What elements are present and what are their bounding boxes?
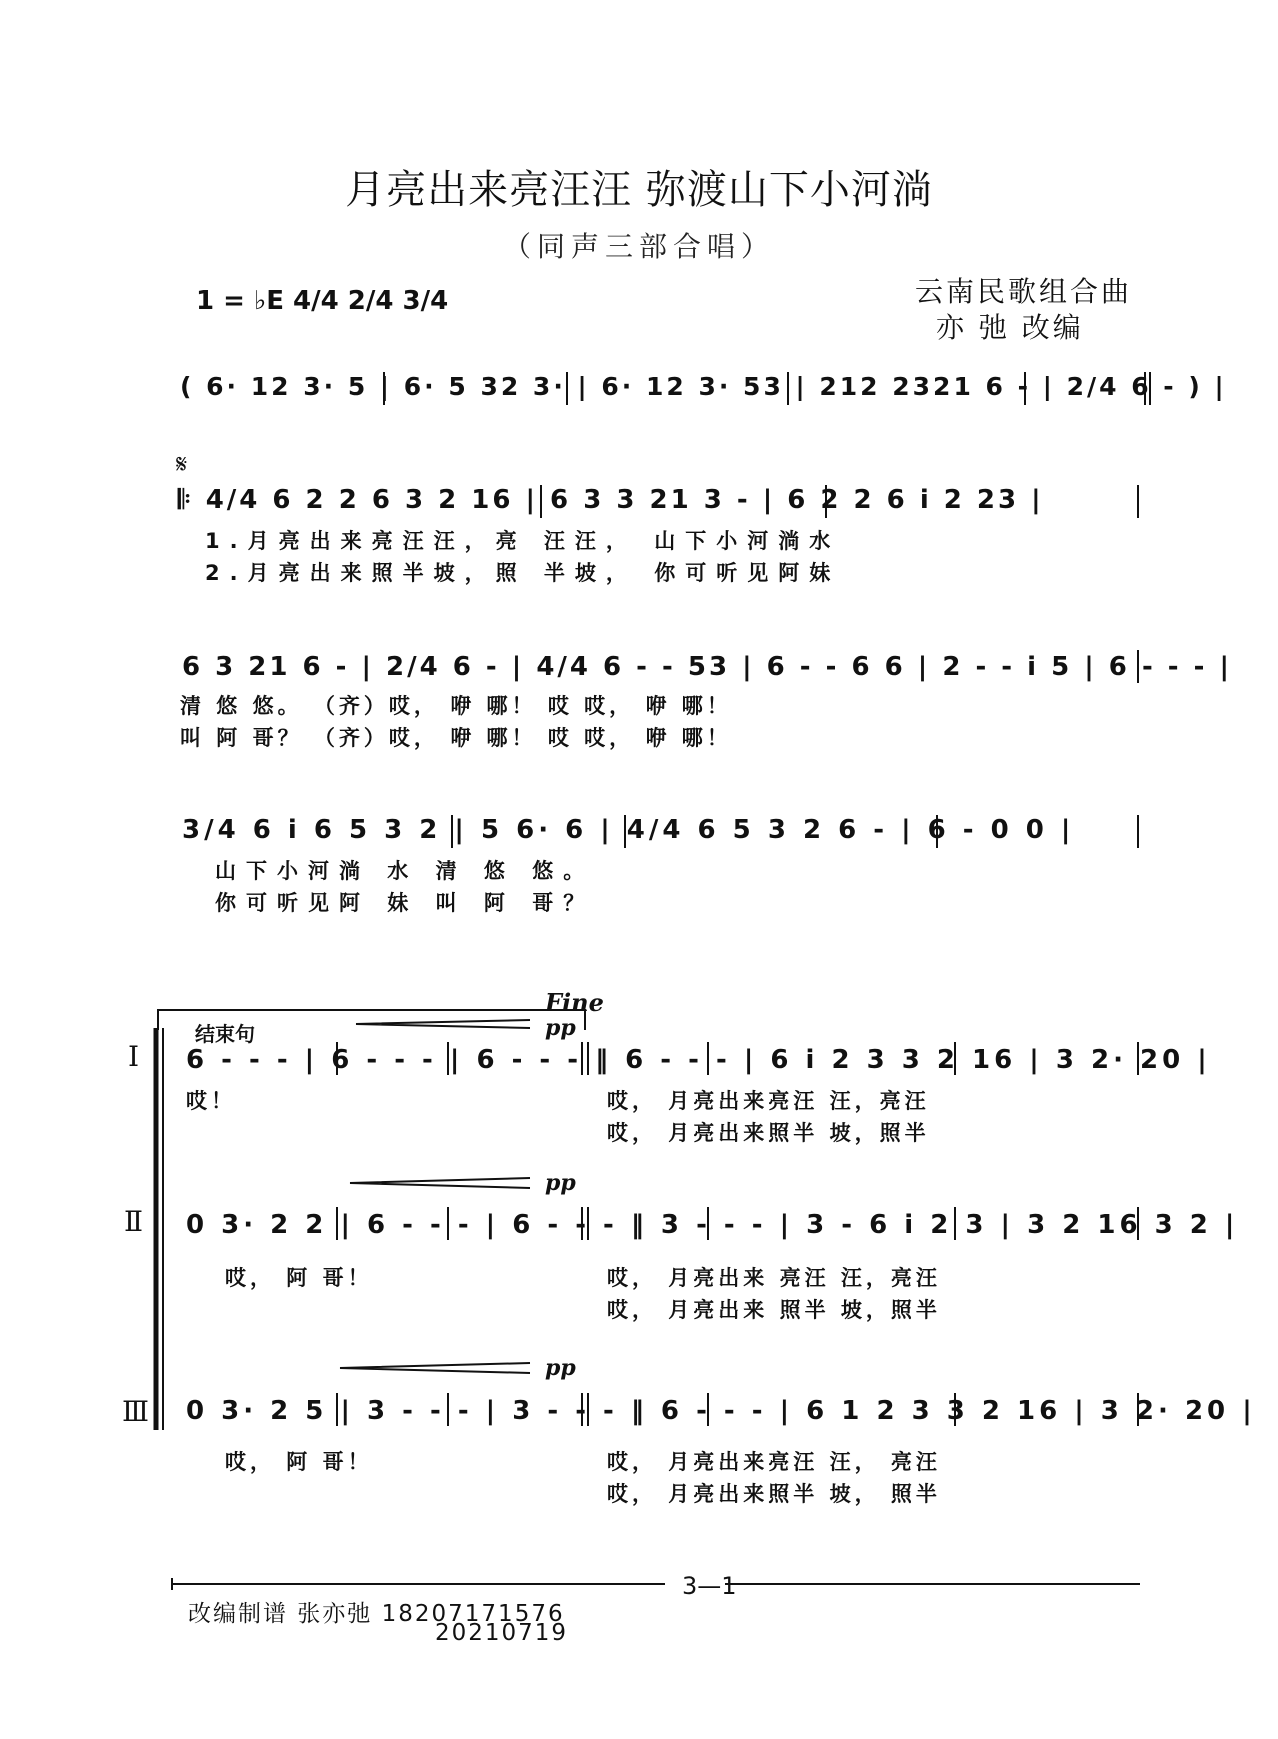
system1-lyric-verse2: 2.月亮出来照半坡，照 半坡， 你可听见阿妹 xyxy=(205,561,841,585)
system3-lyric-verse2: 你可听见阿 妹 叫 阿 哥？ xyxy=(215,891,595,915)
system1-notes: 𝄆 4/4 6 2 2 6 3 2 16 | 6 3 3 21 3 - | 6 2 2 6 i 2 23 | xyxy=(178,485,1044,515)
dynamic-pp-part3: pp xyxy=(545,1355,576,1381)
hairpin xyxy=(356,1020,530,1028)
part-label-3: Ⅲ xyxy=(122,1395,150,1428)
part2-lyric-verse2: 哎， 月亮出来 照半 坡，照半 xyxy=(607,1298,941,1322)
intro-line: ( 6· 12 3· 5 | 6· 5 32 3· | 6· 12 3· 53 | 212 2321 6 - | 2/4 6 - ) | xyxy=(180,372,1227,401)
system3-lyric-verse1: 山下小河淌 水 清 悠 悠。 xyxy=(215,859,595,883)
part3-lyric-verse2: 哎， 月亮出来照半 坡， 照半 xyxy=(607,1482,941,1506)
part2-lyric-verse1: 哎， 月亮出来 亮汪 汪，亮汪 xyxy=(607,1266,941,1290)
part3-lyric-verse1: 哎， 月亮出来亮汪 汪， 亮汪 xyxy=(607,1450,941,1474)
hairpin xyxy=(340,1363,530,1373)
part-label-2: Ⅱ xyxy=(124,1205,144,1238)
page-number: 3—1 xyxy=(682,1572,737,1600)
part-label-1: Ⅰ xyxy=(128,1040,140,1073)
arrangement-date: 20210719 xyxy=(435,1620,569,1646)
part2-notes: 0 3· 2 2 | 6 - - - | 6 - - - ‖ 3 - - - | 3 - 6 i 2 3 | 3 2 16 3 2 | xyxy=(186,1210,1239,1240)
part1-lyric-verse2: 哎， 月亮出来照半 坡，照半 xyxy=(607,1121,930,1145)
system2-lyric-verse1: 清 悠 悠。 （齐）哎， 咿 哪！ 哎 哎， 咿 哪！ xyxy=(180,694,732,718)
score-subtitle: （同声三部合唱） xyxy=(502,230,775,263)
system2-notes: 6 3 21 6 - | 2/4 6 - | 4/4 6 - - 53 | 6 - - 6 6 | 2 - - i 5 | 6 - - - | xyxy=(182,652,1232,682)
part1-lyric-a: 哎！ xyxy=(186,1089,236,1113)
part2-lyric-a: 哎， 阿 哥！ xyxy=(225,1266,373,1290)
part1-lyric-verse1: 哎， 月亮出来亮汪 汪，亮汪 xyxy=(607,1089,930,1113)
credit-composer: 云南民歌组合曲 xyxy=(915,275,1133,308)
segno-sign: 𝄋 xyxy=(176,450,188,480)
system1-lyric-verse1: 1.月亮出来亮汪汪，亮 汪汪， 山下小河淌水 xyxy=(205,529,841,553)
score-title: 月亮出来亮汪汪 弥渡山下小河淌 xyxy=(345,167,933,213)
system2-lyric-verse2: 叫 阿 哥？ （齐）哎， 咿 哪！ 哎 哎， 咿 哪！ xyxy=(180,726,732,750)
arranger-contact: 改编制谱 张亦弛 18207171576 xyxy=(188,1601,565,1627)
hairpin xyxy=(350,1178,530,1188)
fine-marking: Fine xyxy=(545,988,604,1017)
ending-label: 结束句 xyxy=(195,1022,255,1046)
system3-notes: 3/4 6 i 6 5 3 2 | 5 6· 6 | 4/4 6 5 3 2 6 - | 6 - 0 0 | xyxy=(182,815,1075,845)
part3-lyric-a: 哎， 阿 哥！ xyxy=(225,1450,373,1474)
part1-notes: 6 - - - | 6 - - - | 6 - - - ‖ 6 - - - | 6 i 2 3 3 2 16 | 3 2· 20 | xyxy=(186,1045,1211,1075)
dynamic-pp-part1: pp xyxy=(545,1015,576,1041)
key-signature: 1 = ♭E 4/4 2/4 3/4 xyxy=(196,286,449,316)
dynamic-pp-part2: pp xyxy=(545,1170,576,1196)
part3-notes: 0 3· 2 5 | 3 - - - | 3 - - - ‖ 6 - - - | 6 1 2 3 3 2 16 | 3 2· 20 | xyxy=(186,1396,1256,1426)
credit-arranger: 亦 弛 改编 xyxy=(936,311,1084,344)
